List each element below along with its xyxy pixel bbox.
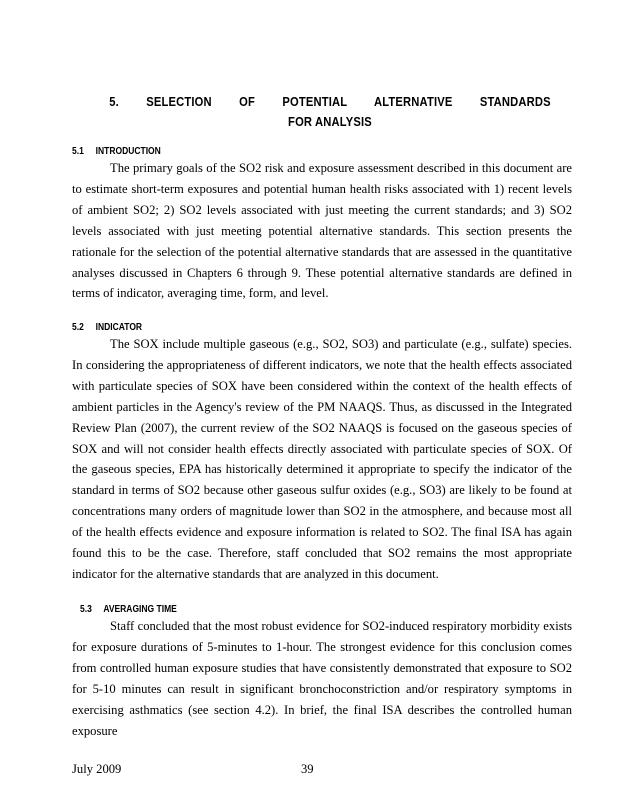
paragraph-text: The SOX include multiple gaseous (e.g., SO2, SO3) and particulate (e.g., sulfate) species. In considering the appropriateness of different indicators, we note that the health effects associated with particulate species of SOX have been considered within the context of the health effects of ambient particles in the Agency's review of the PM NAAQS. Thus, as discussed in the Integrated Review Plan (2007), the current review of the SO2 NAAQS is focused on the gaseous species of SOX and will not consider health effects directly associated with particulate species of SOX. Of the gaseous species, EPA has historically determined it appropriate to specify the indicator of the standard in terms of SO2 because other gaseous sulfur oxides (e.g., SO3) are likely to be found at concentrations many orders of magnitude lower than SO2 in the atmosphere, and because most all of the health effects evidence and exposure information is related to SO2. The final ISA has again found this to be the case. Therefore, staff concluded that SO2 remains the most appropriate indicator for the alternative standards that are analyzed in this document. [72,337,572,581]
subsection-title: AVERAGING TIME [103,604,177,615]
subsection-number: 5.2 [72,322,84,333]
subsection-heading-averaging-time [80,604,177,615]
subsection-number: 5.3 [80,604,92,615]
subsection-heading-indicator [72,322,142,333]
footer-date: July 2009 [72,762,122,776]
subsection-heading-introduction [72,146,161,157]
subsection-title: INDICATOR [95,322,143,333]
subsection-title: INTRODUCTION [95,146,161,157]
subsection-number: 5.1 [72,146,84,157]
paragraph-text: The primary goals of the SO2 risk and exposure assessment described in this document are to estimate short-term exposures and potential human health risks associated with 1) recent levels of ambient SO2; 2) SO2 levels associated with just meeting the current standards; and 3) SO2 levels associated with just meeting potential alternative standards. This section presents the rationale for the selection of the potential alternative standards that are assessed in the quantitative analyses discussed in Chapters 6 through 9. These potential alternative standards are defined in terms of indicator, averaging time, form, and level. [72,161,572,301]
section-title-text: SELECTION OF POTENTIAL ALTERNATIVE STANDARDS [146,94,551,109]
paragraph-text: Staff concluded that the most robust evidence for SO2-induced respiratory morbidity exists for exposure durations of 5-minutes to 1-hour. The strongest evidence for this conclusion comes from controlled human exposure studies that have consistently demonstrated that exposure to SO2 for 5-10 minutes can result in significant bronchoconstriction and/or respiratory symptoms in exercising asthmatics (see section 4.2). In brief, the final ISA describes the controlled human exposure [72,619,572,738]
paragraph-indicator [72,334,572,585]
section-title-line1 [106,94,553,109]
paragraph-introduction [72,158,572,304]
section-title-line2: FOR ANALYSIS [288,114,372,129]
paragraph-averaging-time [72,616,572,741]
footer-page-number: 39 [301,762,314,776]
section-number: 5. [109,94,119,109]
